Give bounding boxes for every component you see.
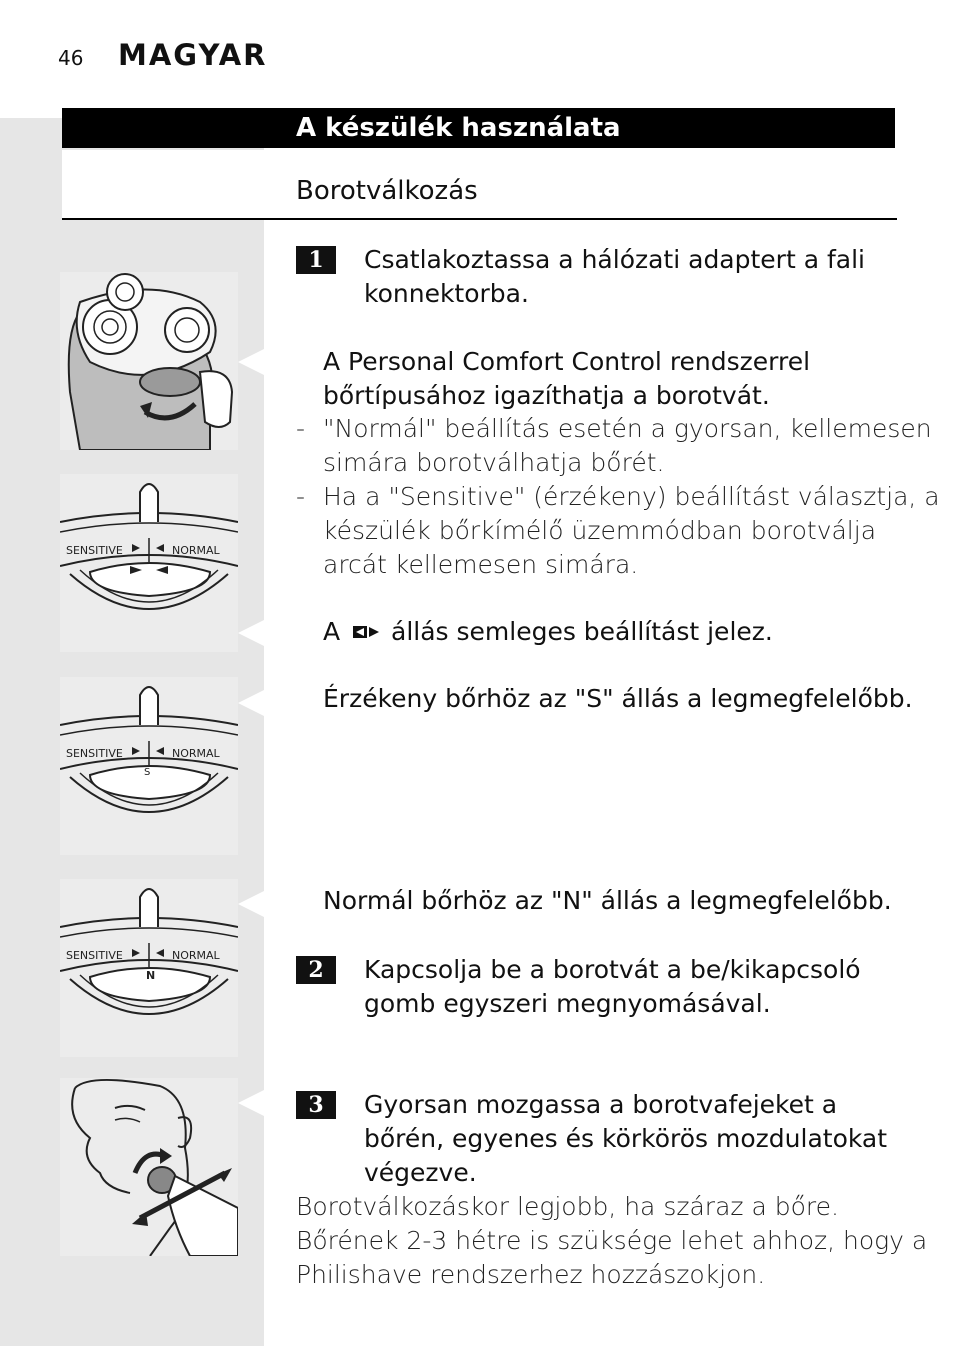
- subheading: Borotválkozás: [296, 176, 478, 206]
- step-number-badge: 1: [296, 246, 336, 274]
- subheading-background: [62, 150, 264, 218]
- step-2-line-2: gomb egyszeri megnyomásával.: [364, 989, 771, 1018]
- normal-note: Normál bőrhöz az "N" állás a legmegfelelőbb.: [323, 886, 892, 915]
- dial-normal-illustration: [60, 879, 238, 1057]
- dial-sensitive-illustration: [60, 677, 238, 855]
- section-title: A készülék használata: [296, 113, 621, 143]
- dial-label-normal: NORMAL: [172, 949, 220, 962]
- tip-line-1: Borotválkozáskor legjobb, ha száraz a bőre.: [296, 1192, 839, 1221]
- bullet-dash: -: [296, 414, 306, 443]
- dial-label-sensitive: SENSITIVE: [66, 747, 123, 760]
- tip-line-3: Philishave rendszerhez hozzászokjon.: [296, 1260, 766, 1289]
- neutral-suffix: állás semleges beállítást jelez.: [391, 617, 773, 646]
- dial-label-sensitive: SENSITIVE: [66, 544, 123, 557]
- bullet-normal-line-2: simára borotválhatja bőrét.: [323, 448, 665, 477]
- dial-marker-s: S: [144, 767, 151, 778]
- step-number-badge: 3: [296, 1091, 336, 1119]
- bullet-sensitive-line-3: arcát kellemesen simára.: [323, 550, 639, 579]
- step-number-badge: 2: [296, 956, 336, 984]
- dial-label-normal: NORMAL: [172, 747, 220, 760]
- illustration-notch: [238, 690, 264, 716]
- page-number: 46: [58, 46, 84, 70]
- illustration-notch: [238, 1090, 264, 1116]
- step-2-line-1: Kapcsolja be a borotvát a be/kikapcsoló: [364, 955, 861, 984]
- illustration-notch: [238, 620, 264, 646]
- bullet-sensitive-line-1: Ha a "Sensitive" (érzékeny) beállítást választja, a: [323, 482, 940, 511]
- step-1-line-2: konnektorba.: [364, 279, 529, 308]
- step-3-line-2: bőrén, egyenes és körkörös mozdulatokat: [364, 1124, 888, 1153]
- dial-label-normal: NORMAL: [172, 544, 220, 557]
- shaver-adjust-illustration: [60, 272, 238, 450]
- neutral-prefix: A: [323, 617, 341, 646]
- language-heading: MAGYAR: [118, 38, 268, 72]
- bullet-dash: -: [296, 482, 306, 511]
- dial-marker-n: N: [146, 969, 156, 982]
- bullet-sensitive-line-2: készülék bőrkímélő üzemmódban borotválja: [323, 516, 877, 545]
- step-1-line-1: Csatlakoztassa a hálózati adaptert a fali: [364, 245, 865, 274]
- dial-neutral-illustration: [60, 474, 238, 652]
- comfort-intro-line-1: A Personal Comfort Control rendszerrel: [323, 347, 811, 376]
- illustration-notch: [238, 349, 264, 375]
- tip-line-2: Bőrének 2-3 hétre is szüksége lehet ahhoz, hogy a: [296, 1226, 928, 1255]
- dial-label-sensitive: SENSITIVE: [66, 949, 123, 962]
- step-3-line-3: végezve.: [364, 1158, 477, 1187]
- neutral-position-icon: [352, 624, 382, 640]
- subheading-rule: [62, 218, 897, 220]
- bullet-normal-line-1: "Normál" beállítás esetén a gyorsan, kellemesen: [323, 414, 932, 443]
- shaving-face-illustration: [60, 1078, 238, 1256]
- illustration-notch: [238, 891, 264, 917]
- comfort-intro-line-2: bőrtípusához igazíthatja a borotvát.: [323, 381, 770, 410]
- sensitive-note: Érzékeny bőrhöz az "S" állás a legmegfelelőbb.: [323, 684, 913, 713]
- step-3-line-1: Gyorsan mozgassa a borotvafejeket a: [364, 1090, 838, 1119]
